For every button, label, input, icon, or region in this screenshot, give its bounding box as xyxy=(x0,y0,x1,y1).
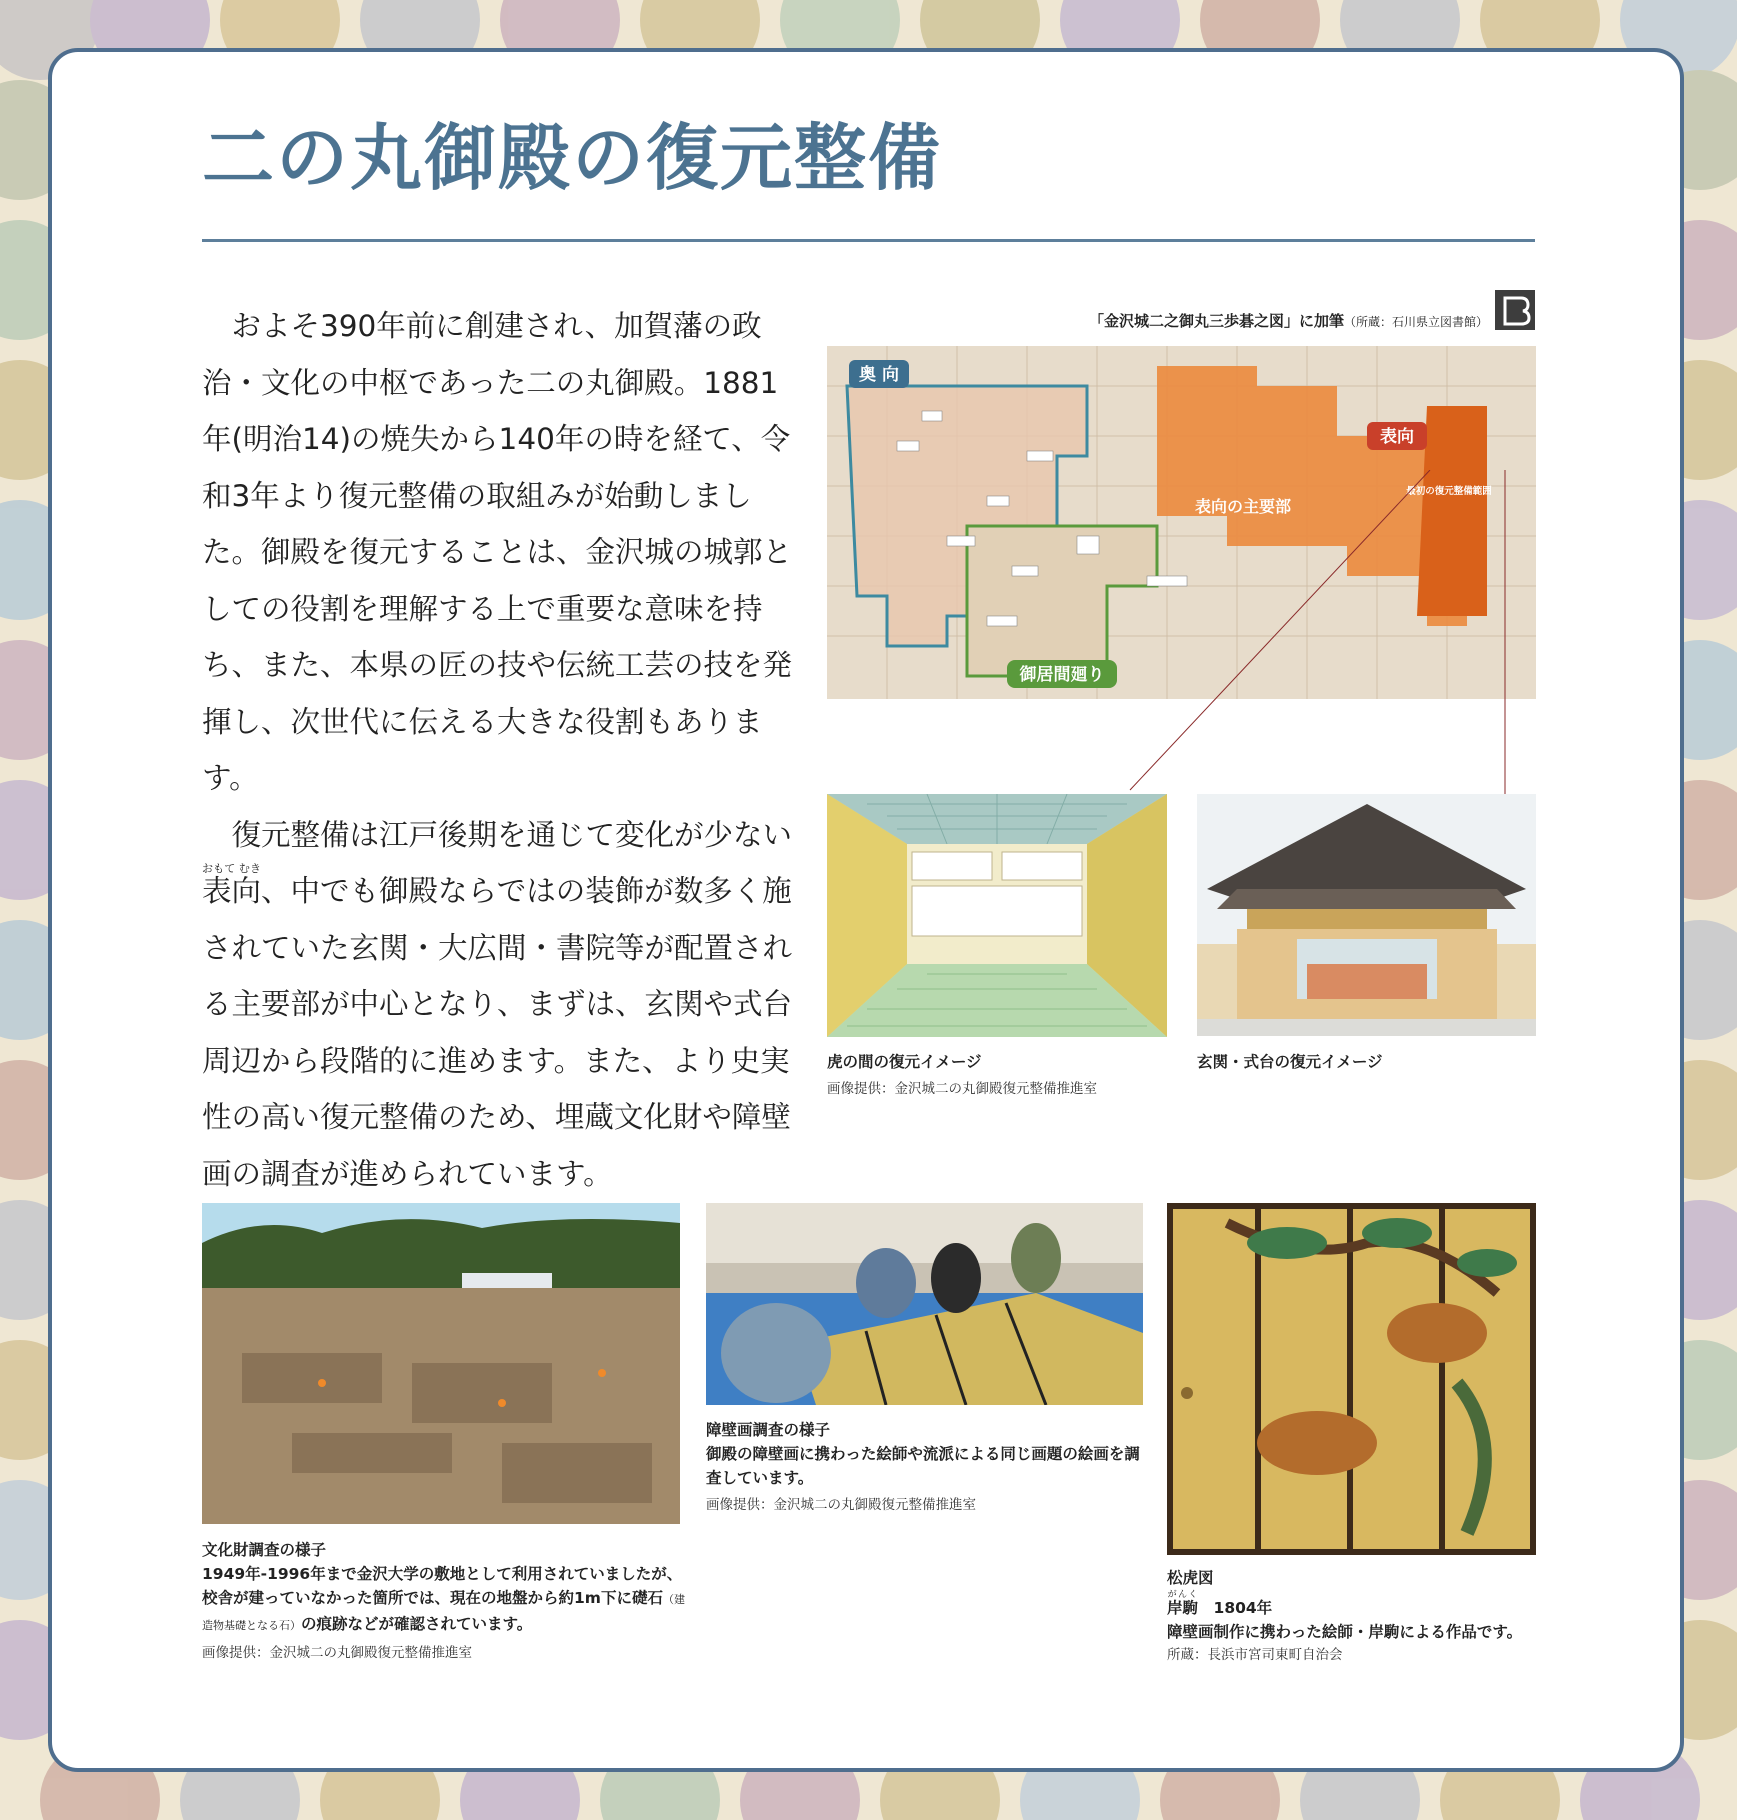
map-caption: 「金沢城二之御丸三歩碁之図」に加筆（所蔵：石川県立図書館） xyxy=(1088,312,1488,330)
connector-lines xyxy=(1100,470,1520,800)
logo-icon xyxy=(1495,290,1535,330)
title-divider xyxy=(202,239,1535,242)
tora-caption: 虎の間の復元イメージ 画像提供：金沢城二の丸御殿復元整備推進室 xyxy=(827,1053,1097,1097)
map-label-omote: 表向 xyxy=(1380,427,1414,447)
map-label-oku: 奥 向 xyxy=(859,365,899,385)
screen-painting-survey-photo xyxy=(706,1203,1143,1405)
paragraph-1: およそ390年前に創建され、加賀藩の政治・文化の中枢であった二の丸御殿。1881年(明治14)の焼失から140年の時を経て、令和3年より復元整備の取組みが始動しました。御殿を復元することは、金沢城の城郭としての役割を理解する上で重要な意味を持ち、また、本県の匠の技や伝統工芸の技を発揮し、次世代に伝える大きな役割もあります。 xyxy=(202,309,793,795)
matsu-tora-painting xyxy=(1167,1203,1536,1555)
genkan-caption: 玄関・式台の復元イメージ xyxy=(1197,1053,1383,1071)
genkan-illustration xyxy=(1197,794,1536,1036)
excavation-photo xyxy=(202,1203,680,1524)
painting-caption: 松虎図 岸駒がんく 1804年 障壁画制作に携わった絵師・岸駒による作品です。 所蔵：長浜市宮司東町自治会 xyxy=(1167,1569,1523,1663)
map-label-first: 最初の復元整備範囲 xyxy=(1406,486,1492,497)
map-label-goi: 御居間廻り xyxy=(1019,665,1105,685)
tora-no-ma-illustration xyxy=(827,794,1167,1037)
survey-caption: 障壁画調査の様子 御殿の障壁画に携わった絵師や流派による同じ画題の絵画を調査しています。 画像提供：金沢城二の丸御殿復元整備推進室 xyxy=(706,1421,1140,1513)
map-label-main: 表向の主要部 xyxy=(1194,497,1292,516)
body-text xyxy=(202,298,792,1202)
omotemuki-ruby: 表向おもて むき xyxy=(202,862,262,908)
excavation-caption: 文化財調査の様子 1949年-1996年まで金沢大学の敷地として利用されていましたが、校舎が建っていなかった箇所では、現在の地盤から約1m下に礎石（建造物基礎となる石）の痕跡などが確認されています。 画像提供：金沢城二の丸御殿復元整備推進室 xyxy=(202,1541,685,1661)
page-title: 二の丸御殿の復元整備 xyxy=(202,116,943,200)
paragraph-2: 復元整備は江戸後期を通じて変化が少ない表向おもて むき、中でも御殿ならではの装飾が数多く施されていた玄関・大広間・書院等が配置される主要部が中心となり、まずは、玄関や式台周辺から段階的に進めます。また、より史実性の高い復元整備のため、埋蔵文化財や障壁画の調査が進められています。 xyxy=(202,817,793,1191)
